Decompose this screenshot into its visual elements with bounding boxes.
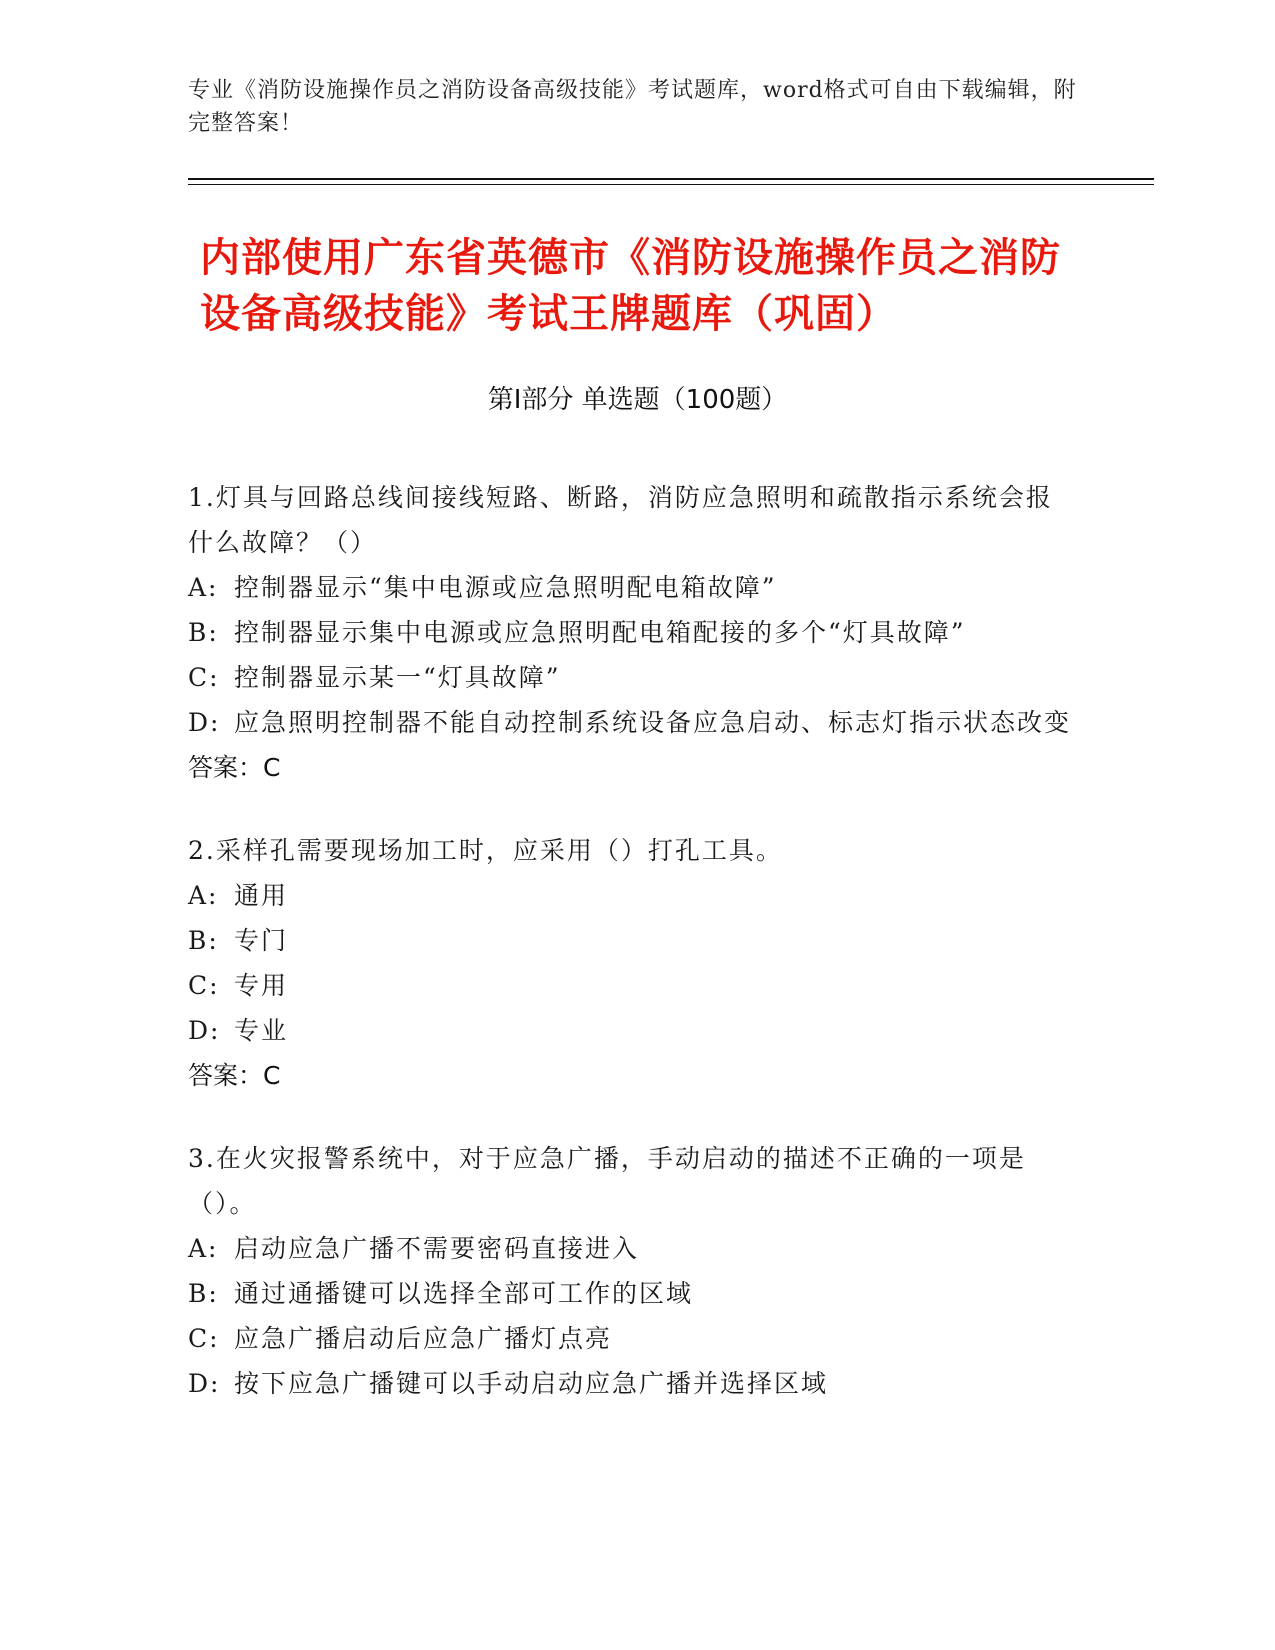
option-text: 按下应急广播键可以手动启动应急广播并选择区域: [234, 1369, 829, 1398]
question-option: [188, 700, 1078, 745]
option-key: A:: [188, 573, 219, 602]
option-text: 控制器显示“集中电源或应急照明配电箱故障”: [234, 573, 777, 602]
option-key: B:: [188, 618, 219, 647]
option-key: C:: [188, 1324, 220, 1353]
option-key: B:: [188, 1279, 219, 1308]
option-key: C:: [188, 971, 220, 1000]
option-text: 通用: [234, 881, 289, 910]
option-text: 应急广播启动后应急广播灯点亮: [234, 1324, 613, 1353]
question-option: [188, 610, 1078, 655]
option-key: C:: [188, 663, 220, 692]
option-text: 控制器显示集中电源或应急照明配电箱配接的多个“灯具故障”: [234, 618, 966, 647]
question-option: [188, 1316, 1078, 1361]
question-list: [188, 475, 1078, 1444]
question-option: [188, 1271, 1078, 1316]
option-text: 启动应急广播不需要密码直接进入: [234, 1234, 640, 1263]
question-option: [188, 655, 1078, 700]
option-text: 专门: [234, 926, 289, 955]
question-item: [188, 1136, 1078, 1406]
option-text: 应急照明控制器不能自动控制系统设备应急启动、标志灯指示状态改变: [234, 708, 1072, 737]
answer-line: 答案：C: [188, 753, 281, 782]
option-text: 专业: [234, 1016, 289, 1045]
question-option: [188, 963, 1078, 1008]
option-key: D:: [188, 1016, 221, 1045]
question-option: [188, 873, 1078, 918]
option-key: D:: [188, 708, 221, 737]
header-note: 专业《消防设施操作员之消防设备高级技能》考试题库，word格式可自由下载编辑，附完整答案！: [188, 78, 1077, 136]
option-key: A:: [188, 1234, 219, 1263]
question-item: [188, 475, 1078, 790]
question-option: [188, 565, 1078, 610]
header-divider-thick: [188, 178, 1154, 180]
header-divider-thin: [188, 184, 1154, 185]
question-option: [188, 918, 1078, 963]
document-title: 内部使用广东省英德市《消防设施操作员之消防设备高级技能》考试王牌题库（巩固）: [200, 235, 1061, 337]
question-stem: 3.在火灾报警系统中，对于应急广播，手动启动的描述不正确的一项是（）。: [188, 1144, 1026, 1218]
answer-line: 答案：C: [188, 1061, 281, 1090]
question-stem: 1.灯具与回路总线间接线短路、断路，消防应急照明和疏散指示系统会报什么故障？（）: [188, 483, 1053, 557]
question-option: [188, 1226, 1078, 1271]
option-key: D:: [188, 1369, 221, 1398]
option-key: B:: [188, 926, 219, 955]
question-option: [188, 1008, 1078, 1053]
option-text: 控制器显示某一“灯具故障”: [234, 663, 561, 692]
question-item: [188, 828, 1078, 1098]
option-text: 通过通播键可以选择全部可工作的区域: [234, 1279, 694, 1308]
option-text: 专用: [234, 971, 289, 1000]
option-key: A:: [188, 881, 219, 910]
section-title: 第Ⅰ部分 单选题（100题）: [487, 385, 788, 415]
question-stem: 2.采样孔需要现场加工时，应采用（）打孔工具。: [188, 836, 783, 865]
question-option: [188, 1361, 1078, 1406]
